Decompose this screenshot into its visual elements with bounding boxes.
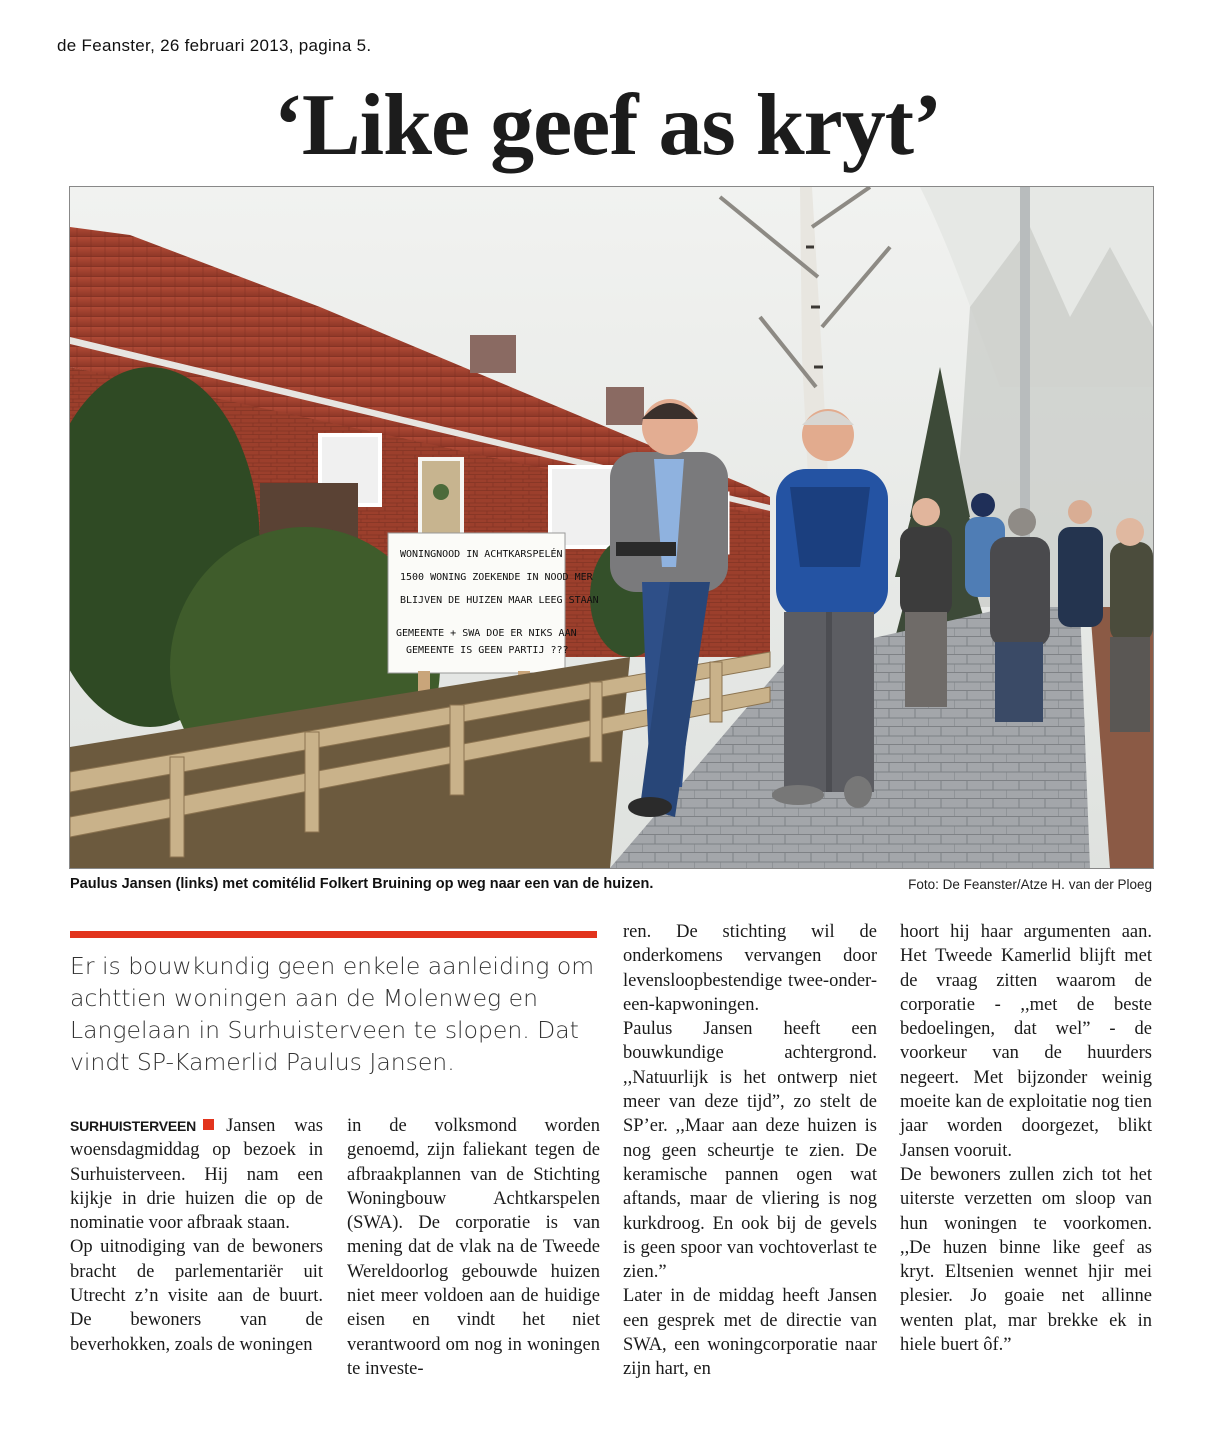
paragraph: Later in de middag heeft Jansen een gesprek met de directie van SWA, een woningcorporatie naar zijn hart, en: [623, 1286, 877, 1380]
paragraph: De bewoners zullen zich tot het uiterste verzetten om sloop van hun woningen te voorkomen. ,,De huzen binne like geef as kryt. Eltsenien wennet hjir mei plesier. Jo goaie net allinne wenten plat, mar brekke ek in hiele buert ôf.”: [900, 1164, 1152, 1356]
photo-illustration: [70, 187, 1153, 868]
body-column-2: [347, 1114, 600, 1381]
body-column-1: [70, 1114, 323, 1357]
sign-line: WONINGNOOD IN ACHTKARSPELÉN: [400, 549, 563, 560]
photo-caption: Paulus Jansen (links) met comitélid Folkert Bruining op weg naar een van de huizen.: [70, 876, 654, 892]
headline: ‘Like geef as kryt’: [273, 77, 942, 174]
paragraph: Op uitnodiging van de bewoners bracht de parlementariër uit Utrecht z’n visite aan de buurt. De bewoners van de beverhokken, zoals de woningen: [70, 1237, 323, 1355]
dateline: SURHUISTERVEEN: [70, 1118, 197, 1134]
sign-line: 1500 WONING ZOEKENDE IN NOOD MER: [400, 572, 593, 583]
article-photo: [69, 186, 1154, 869]
paragraph-text: Jansen was woensdagmiddag op bezoek in Surhuisterveen. Hij nam een kijkje in drie huizen die op de nominatie voor afbraak staan.: [70, 1116, 323, 1234]
source-line: de Feanster, 26 februari 2013, pagina 5.: [57, 36, 372, 55]
body-column-3: [623, 920, 877, 1382]
body-column-4: [900, 920, 1152, 1357]
paragraph: Paulus Jansen heeft een bouwkundige achtergrond. ,,Natuurlijk is het ontwerp niet meer van deze tijd”, zo stelt de SP’er. ,,Maar aan deze huizen is nog geen scheurtje te zien. De keramische pannen ogen wat aftands, maar de vliering is nog kurkdroog. En ook bij de gevels is geen spoor van vochtoverlast te zien.”: [623, 1019, 877, 1283]
dateline-marker-icon: [203, 1119, 214, 1130]
paragraph: hoort hij haar argumenten aan. Het Tweede Kamerlid blijft met de vraag zitten waarom de corporatie - ,,met de beste bedoelingen, dat wel” - de voorkeur van de huurders negeert. Met bijzonder weinig moeite kan de exploitatie nog tien jaar worden doorgezet, blikt Jansen vooruit.: [900, 922, 1152, 1161]
paragraph: in de volksmond worden genoemd, zijn faliekant tegen de afbraakplannen van de Stichting Woningbouw Achtkarspelen (SWA). De corporatie is van mening dat de vlak na de Tweede Wereldoorlog gebouwde huizen niet meer voldoen aan de huidige eisen en vindt het niet verantwoord om nog in woningen te investe-: [347, 1116, 600, 1379]
sign-line: BLIJVEN DE HUIZEN MAAR LEEG STAAN: [400, 595, 599, 606]
intro-text: Er is bouwkundig geen enkele aanleiding om achttien woningen aan de Molenweg en Langelaan in Surhuisterveen te slopen. Dat vindt SP-Kamerlid Paulus Jansen.: [70, 952, 595, 1076]
photo-credit: Foto: De Feanster/Atze H. van der Ploeg: [908, 877, 1152, 892]
intro-lead: [70, 950, 600, 1078]
paragraph: [70, 1114, 323, 1235]
intro-rule: [70, 931, 597, 938]
paragraph: ren. De stichting wil de onderkomens vervangen door levensloopbestendige twee-onder-een-kapwoningen.: [623, 922, 877, 1015]
sign-line: GEMEENTE IS GEEN PARTIJ ???: [406, 645, 569, 656]
sign-line: GEMEENTE + SWA DOE ER NIKS AAN: [396, 628, 577, 639]
